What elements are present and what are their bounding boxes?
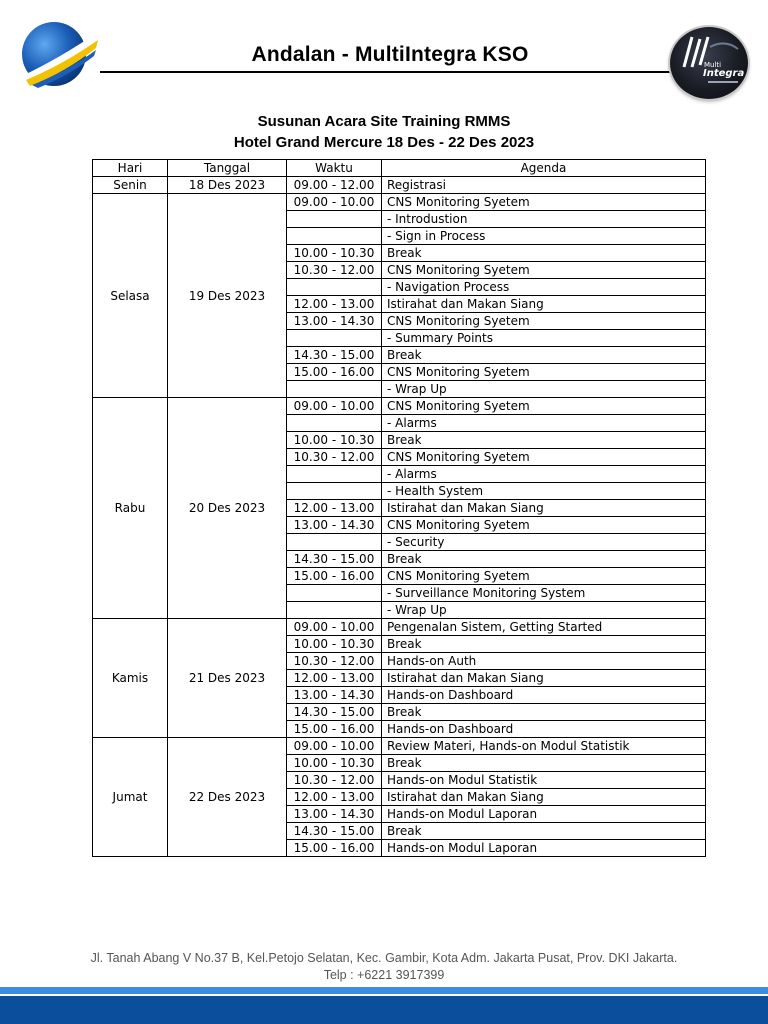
cell-waktu: 15.00 - 16.00: [287, 840, 382, 857]
cell-agenda: Break: [382, 432, 706, 449]
document-title: Susunan Acara Site Training RMMS: [257, 113, 511, 130]
table-row: [93, 194, 706, 211]
table-row: [93, 619, 706, 636]
cell-waktu: 13.00 - 14.30: [287, 687, 382, 704]
cell-agenda: Registrasi: [382, 177, 706, 194]
cell-agenda: - Wrap Up: [382, 602, 706, 619]
cell-agenda: - Navigation Process: [382, 279, 706, 296]
table-row: [93, 398, 706, 415]
cell-agenda: Hands-on Dashboard: [382, 687, 706, 704]
cell-waktu: 10.00 - 10.30: [287, 432, 382, 449]
cell-waktu: 15.00 - 16.00: [287, 721, 382, 738]
cell-waktu: 09.00 - 10.00: [287, 194, 382, 211]
cell-agenda: Hands-on Dashboard: [382, 721, 706, 738]
cell-waktu: 09.00 - 10.00: [287, 738, 382, 755]
cell-agenda: Pengenalan Sistem, Getting Started: [382, 619, 706, 636]
globe-swoosh-icon: [20, 18, 100, 90]
cell-agenda: Istirahat dan Makan Siang: [382, 500, 706, 517]
table-row: [93, 177, 706, 194]
cell-hari: Kamis: [93, 619, 168, 738]
cell-agenda: Break: [382, 704, 706, 721]
company-logo-right: [668, 25, 752, 100]
cell-agenda: Break: [382, 823, 706, 840]
footer-band-light: [0, 987, 768, 994]
cell-waktu: 10.00 - 10.30: [287, 245, 382, 262]
cell-agenda: CNS Monitoring Syetem: [382, 364, 706, 381]
cell-waktu: [287, 415, 382, 432]
cell-tanggal: 19 Des 2023: [168, 194, 287, 398]
cell-waktu: [287, 602, 382, 619]
cell-tanggal: 22 Des 2023: [168, 738, 287, 857]
footer-phone: Telp : +6221 3917399: [323, 968, 445, 982]
cell-tanggal: 21 Des 2023: [168, 619, 287, 738]
cell-agenda: Hands-on Auth: [382, 653, 706, 670]
cell-agenda: CNS Monitoring Syetem: [382, 568, 706, 585]
cell-waktu: [287, 585, 382, 602]
company-logo-left: [20, 18, 100, 90]
cell-agenda: - Alarms: [382, 466, 706, 483]
column-header-hari: Hari: [93, 160, 168, 177]
cell-waktu: 14.30 - 15.00: [287, 704, 382, 721]
cell-waktu: 14.30 - 15.00: [287, 347, 382, 364]
cell-tanggal: 20 Des 2023: [168, 398, 287, 619]
cell-waktu: 15.00 - 16.00: [287, 568, 382, 585]
cell-agenda: - Introdustion: [382, 211, 706, 228]
cell-hari: Jumat: [93, 738, 168, 857]
cell-agenda: CNS Monitoring Syetem: [382, 194, 706, 211]
cell-waktu: 12.00 - 13.00: [287, 789, 382, 806]
cell-waktu: [287, 381, 382, 398]
cell-waktu: 12.00 - 13.00: [287, 296, 382, 313]
cell-agenda: CNS Monitoring Syetem: [382, 398, 706, 415]
cell-agenda: - Surveillance Monitoring System: [382, 585, 706, 602]
cell-agenda: Break: [382, 245, 706, 262]
cell-waktu: 15.00 - 16.00: [287, 364, 382, 381]
footer-address: Jl. Tanah Abang V No.37 B, Kel.Petojo Selatan, Kec. Gambir, Kota Adm. Jakarta Pusat, Prov. DKI Jakarta.: [90, 951, 678, 965]
cell-waktu: [287, 534, 382, 551]
cell-agenda: Hands-on Modul Laporan: [382, 806, 706, 823]
cell-hari: Selasa: [93, 194, 168, 398]
cell-waktu: 12.00 - 13.00: [287, 500, 382, 517]
cell-agenda: - Alarms: [382, 415, 706, 432]
cell-waktu: [287, 228, 382, 245]
cell-agenda: - Security: [382, 534, 706, 551]
logo-tagline-bar: [708, 81, 738, 83]
logo-text-multi: Multi: [704, 61, 722, 69]
cell-waktu: 10.00 - 10.30: [287, 636, 382, 653]
cell-waktu: [287, 483, 382, 500]
cell-waktu: [287, 330, 382, 347]
cell-hari: Senin: [93, 177, 168, 194]
document-subtitle: Hotel Grand Mercure 18 Des - 22 Des 2023: [233, 134, 535, 151]
cell-waktu: 10.30 - 12.00: [287, 653, 382, 670]
cell-waktu: 10.30 - 12.00: [287, 772, 382, 789]
schedule-table: [92, 159, 706, 857]
cell-agenda: Break: [382, 755, 706, 772]
header-rule: [100, 71, 670, 73]
cell-waktu: [287, 211, 382, 228]
cell-waktu: 09.00 - 10.00: [287, 619, 382, 636]
cell-agenda: Break: [382, 636, 706, 653]
column-header-tanggal: Tanggal: [168, 160, 287, 177]
cell-agenda: Hands-on Modul Laporan: [382, 840, 706, 857]
cell-agenda: Break: [382, 347, 706, 364]
cell-agenda: - Sign in Process: [382, 228, 706, 245]
cell-waktu: 09.00 - 12.00: [287, 177, 382, 194]
cell-waktu: 12.00 - 13.00: [287, 670, 382, 687]
cell-waktu: 09.00 - 10.00: [287, 398, 382, 415]
schedule-body: [93, 177, 706, 857]
cell-waktu: 13.00 - 14.30: [287, 806, 382, 823]
cell-waktu: 14.30 - 15.00: [287, 551, 382, 568]
cell-waktu: 10.30 - 12.00: [287, 449, 382, 466]
cell-agenda: Istirahat dan Makan Siang: [382, 789, 706, 806]
cell-agenda: Break: [382, 551, 706, 568]
cell-agenda: CNS Monitoring Syetem: [382, 517, 706, 534]
company-name: Andalan - MultiIntegra KSO: [251, 43, 529, 66]
cell-agenda: Istirahat dan Makan Siang: [382, 670, 706, 687]
cell-waktu: 13.00 - 14.30: [287, 517, 382, 534]
column-header-waktu: Waktu: [287, 160, 382, 177]
cell-agenda: CNS Monitoring Syetem: [382, 449, 706, 466]
cell-agenda: - Wrap Up: [382, 381, 706, 398]
cell-hari: Rabu: [93, 398, 168, 619]
footer-band-dark: [0, 996, 768, 1024]
cell-agenda: Istirahat dan Makan Siang: [382, 296, 706, 313]
cell-waktu: [287, 466, 382, 483]
cell-agenda: Review Materi, Hands-on Modul Statistik: [382, 738, 706, 755]
logo-text-integra: Integra: [703, 68, 745, 79]
table-row: [93, 738, 706, 755]
cell-agenda: - Summary Points: [382, 330, 706, 347]
cell-agenda: CNS Monitoring Syetem: [382, 313, 706, 330]
cell-tanggal: 18 Des 2023: [168, 177, 287, 194]
cell-waktu: [287, 279, 382, 296]
cell-waktu: 10.30 - 12.00: [287, 262, 382, 279]
cell-agenda: Hands-on Modul Statistik: [382, 772, 706, 789]
column-header-agenda: Agenda: [382, 160, 706, 177]
table-header-row: [93, 160, 706, 177]
cell-waktu: 14.30 - 15.00: [287, 823, 382, 840]
cell-agenda: - Health System: [382, 483, 706, 500]
cell-waktu: 10.00 - 10.30: [287, 755, 382, 772]
cell-waktu: 13.00 - 14.30: [287, 313, 382, 330]
cell-agenda: CNS Monitoring Syetem: [382, 262, 706, 279]
logo-disc: [670, 27, 748, 99]
